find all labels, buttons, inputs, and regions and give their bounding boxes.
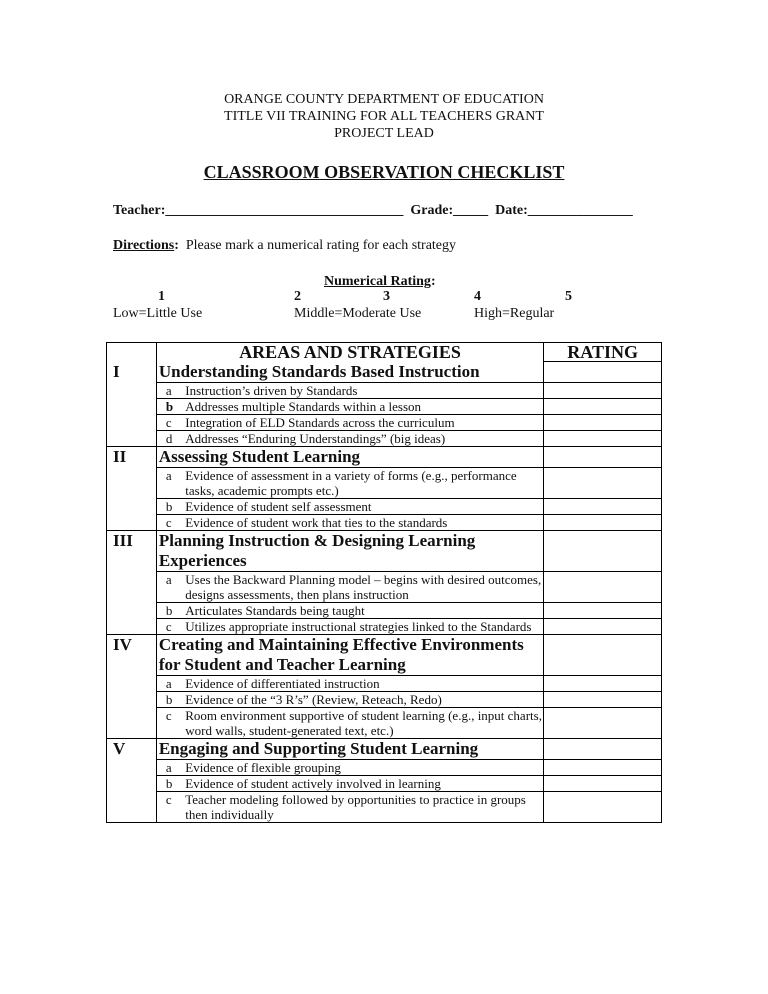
- strategy-letter: b: [156, 398, 185, 414]
- strategy-text: Room environment supportive of student learning (e.g., input charts, word walls, student-generated text, etc.): [185, 707, 542, 738]
- strategy-letter: c: [156, 514, 185, 530]
- strategy-letter: b: [156, 775, 185, 791]
- rating-number-2: 2: [294, 289, 301, 304]
- strategy-row: [107, 602, 662, 618]
- strategy-letter: a: [156, 467, 185, 498]
- strategy-letter: c: [156, 414, 185, 430]
- strategy-row: [107, 382, 662, 398]
- header-line-1: ORANGE COUNTY DEPARTMENT OF EDUCATION: [224, 92, 544, 107]
- strategy-row: [107, 691, 662, 707]
- section-row: [107, 530, 662, 571]
- section-row: [107, 634, 662, 675]
- directions-text: Please mark a numerical rating for each strategy: [185, 238, 457, 253]
- section-title: Assessing Student Learning: [156, 446, 543, 467]
- section-row: [107, 362, 662, 383]
- strategy-text: Utilizes appropriate instructional strategies linked to the Standards: [185, 618, 544, 634]
- strategy-letter: b: [156, 602, 185, 618]
- strategy-row: [107, 467, 662, 498]
- strategy-rating-cell[interactable]: [544, 430, 662, 446]
- section-numeral: IV: [107, 634, 157, 738]
- info-fields: [113, 203, 633, 219]
- strategy-rating-cell[interactable]: [544, 675, 662, 691]
- strategy-rating-cell[interactable]: [544, 414, 662, 430]
- rating-header: RATING: [544, 343, 662, 362]
- directions: [113, 238, 456, 254]
- rating-number-3: 3: [383, 289, 390, 304]
- strategy-letter: a: [156, 759, 185, 775]
- strategy-row: [107, 775, 662, 791]
- strategy-text: Uses the Backward Planning model – begins with desired outcomes, designs assessments, then plans instruction: [185, 571, 544, 602]
- strategy-row: [107, 571, 662, 602]
- document-title: CLASSROOM OBSERVATION CHECKLIST: [203, 162, 565, 182]
- areas-header: AREAS AND STRATEGIES: [156, 343, 543, 362]
- rating-number-4: 4: [474, 289, 481, 304]
- strategy-letter: a: [156, 675, 185, 691]
- strategy-letter: c: [156, 791, 185, 822]
- directions-label: Directions: [113, 238, 175, 253]
- section-rating-cell[interactable]: [544, 738, 662, 759]
- strategy-row: [107, 498, 662, 514]
- section-numeral: I: [107, 362, 157, 447]
- date-field: Date:_______________: [495, 203, 633, 218]
- grade-field: Grade:_____: [410, 203, 489, 218]
- teacher-field: Teacher:__________________________________: [113, 203, 404, 218]
- header-numeral-cell: [107, 343, 157, 362]
- strategy-text: Evidence of flexible grouping: [185, 759, 544, 775]
- strategy-letter: a: [156, 382, 185, 398]
- header-line-3: PROJECT LEAD: [334, 126, 434, 141]
- table-header-row: [107, 343, 662, 362]
- strategy-rating-cell[interactable]: [544, 467, 662, 498]
- section-title: Planning Instruction & Designing Learning Experiences: [156, 530, 543, 571]
- strategy-rating-cell[interactable]: [544, 571, 662, 602]
- rating-number-1: 1: [158, 289, 165, 304]
- observation-checklist-table: [106, 342, 662, 823]
- section-title: Understanding Standards Based Instruction: [156, 362, 543, 383]
- section-numeral: III: [107, 530, 157, 634]
- numerical-rating-text: Numerical Rating: [324, 274, 431, 289]
- strategy-text: Evidence of differentiated instruction: [185, 675, 544, 691]
- strategy-text: Evidence of student work that ties to the standards: [185, 514, 544, 530]
- strategy-letter: d: [156, 430, 185, 446]
- section-title: Creating and Maintaining Effective Environments for Student and Teacher Learning: [156, 634, 543, 675]
- strategy-text: Evidence of the “3 R’s” (Review, Reteach, Redo): [185, 691, 544, 707]
- scale-high-label: High=Regular: [474, 306, 555, 321]
- strategy-letter: b: [156, 691, 185, 707]
- strategy-row: [107, 618, 662, 634]
- strategy-letter: c: [156, 618, 185, 634]
- strategy-rating-cell[interactable]: [544, 791, 662, 822]
- strategy-text: Addresses “Enduring Understandings” (big ideas): [185, 430, 544, 446]
- strategy-row: [107, 514, 662, 530]
- numerical-rating-colon: :: [430, 274, 436, 289]
- section-numeral: II: [107, 446, 157, 530]
- section-row: [107, 446, 662, 467]
- strategy-row: [107, 707, 662, 738]
- rating-number-5: 5: [565, 289, 572, 304]
- strategy-text: Evidence of student actively involved in learning: [185, 775, 544, 791]
- strategy-rating-cell[interactable]: [544, 775, 662, 791]
- strategy-letter: c: [156, 707, 185, 738]
- section-rating-cell[interactable]: [544, 446, 662, 467]
- strategy-row: [107, 398, 662, 414]
- strategy-text: Teacher modeling followed by opportunities to practice in groups then individually: [185, 791, 544, 822]
- strategy-row: [107, 759, 662, 775]
- strategy-rating-cell[interactable]: [544, 691, 662, 707]
- strategy-rating-cell[interactable]: [544, 707, 662, 738]
- strategy-row: [107, 430, 662, 446]
- section-rating-cell[interactable]: [544, 362, 662, 383]
- section-title: Engaging and Supporting Student Learning: [156, 738, 543, 759]
- section-numeral: V: [107, 738, 157, 822]
- strategy-rating-cell[interactable]: [544, 602, 662, 618]
- strategy-text: Evidence of student self assessment: [185, 498, 544, 514]
- strategy-letter: a: [156, 571, 185, 602]
- strategy-text: Integration of ELD Standards across the curriculum: [185, 414, 544, 430]
- section-row: [107, 738, 662, 759]
- strategy-row: [107, 791, 662, 822]
- strategy-text: Articulates Standards being taught: [185, 602, 544, 618]
- strategy-rating-cell[interactable]: [544, 498, 662, 514]
- strategy-rating-cell[interactable]: [544, 514, 662, 530]
- section-rating-cell[interactable]: [544, 530, 662, 571]
- strategy-rating-cell[interactable]: [544, 618, 662, 634]
- strategy-rating-cell[interactable]: [544, 398, 662, 414]
- strategy-rating-cell[interactable]: [544, 382, 662, 398]
- scale-middle-label: Middle=Moderate Use: [294, 306, 422, 321]
- strategy-letter: b: [156, 498, 185, 514]
- strategy-text: Instruction’s driven by Standards: [185, 382, 544, 398]
- scale-low-label: Low=Little Use: [113, 306, 203, 321]
- strategy-text: Evidence of assessment in a variety of forms (e.g., performance tasks, academic prompts etc.): [185, 467, 544, 498]
- numerical-rating-label: [324, 274, 436, 290]
- header-line-2: TITLE VII TRAINING FOR ALL TEACHERS GRANT: [224, 109, 544, 124]
- section-rating-cell[interactable]: [544, 634, 662, 675]
- strategy-row: [107, 675, 662, 691]
- strategy-row: [107, 414, 662, 430]
- directions-colon: :: [174, 238, 179, 253]
- strategy-text: Addresses multiple Standards within a lesson: [185, 398, 544, 414]
- strategy-rating-cell[interactable]: [544, 759, 662, 775]
